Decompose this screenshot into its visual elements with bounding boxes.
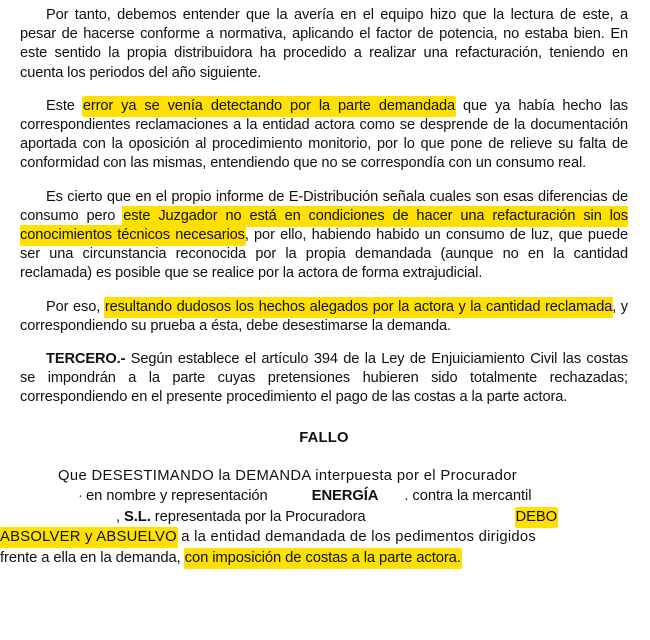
text-run: Es cierto que en el propio informe de E-Distribución señala cuales son esas diferencias de consumo pero	[20, 188, 628, 224]
fallo-line	[20, 466, 628, 487]
text-run: Este	[46, 97, 83, 114]
text-run: , por ello, habiendo habido un consumo de luz, que puede ser una circunstancia reconocida por la propia demandada (aunque no en la cantidad reclamada) es posible que se realice por la actora de forma extrajudicial.	[20, 227, 628, 282]
fallo-body	[0, 466, 628, 569]
text-run: en nombre y representación	[82, 488, 268, 505]
fallo-heading: FALLO	[299, 429, 349, 446]
paragraph	[20, 188, 628, 284]
text-run: ,	[116, 508, 125, 525]
highlighted-text: resultando dudosos los hechos alegados por la actora y la cantidad reclamada	[104, 298, 613, 315]
paragraph-container	[20, 6, 628, 408]
fallo-line	[20, 507, 628, 528]
highlighted-text: este Juzgador no está en condiciones de hacer una refacturación sin los conocimientos técnicos necesarios	[20, 207, 628, 244]
bold-text: S.L.	[124, 508, 151, 525]
bold-text: TERCERO.-	[46, 351, 126, 368]
text-run: , y correspondiendo su prueba a ésta, debe desestimarse la demanda.	[20, 298, 628, 334]
text-run: frente a ella en la demanda,	[0, 549, 185, 566]
bold-text: ENERGÍA	[311, 488, 379, 505]
highlighted-text: con imposición de costas a la parte actora.	[184, 549, 461, 566]
highlighted-text: error ya se venía detectando por la parte demandada	[82, 97, 456, 114]
fallo-line	[0, 527, 628, 548]
fallo-line	[20, 486, 628, 507]
paragraph	[20, 350, 628, 408]
paragraph	[20, 6, 628, 83]
redaction-artifact: ·	[78, 488, 83, 505]
highlighted-text: ABSOLVER y ABSUELVO	[0, 529, 177, 546]
fallo-line	[0, 548, 628, 569]
text-run: Según establece el artículo 394 de la Ley de Enjuiciamiento Civil las costas se impondrán a la parte cuyas pretensiones hubieren sido totalmente rechazadas; correspondiendo en el presente procedimiento el pago de las costas a la parte actora.	[20, 351, 628, 406]
text-run: Por eso,	[46, 298, 105, 315]
text-run: representada por la Procuradora	[150, 508, 366, 525]
text-run: Por tanto, debemos entender que la avería en el equipo hizo que la lectura de este, a pesar de hacerse conforme a normativa, aplicando el factor de potencia, no estaba bien. En este sentido la propia distribuidora ha procedido a realizar una refacturación, teniendo en cuenta los periodos del año siguiente.	[20, 7, 628, 81]
text-run: a la entidad demandada de los pedimentos dirigidos	[176, 529, 536, 546]
highlighted-text: DEBO	[515, 508, 558, 525]
paragraph	[20, 298, 628, 336]
text-run: que ya había hecho las correspondientes reclamaciones a la entidad actora como se desprende de la documentación aportada con la oposición al procedimiento monitorio, por lo que pone de relieve su falta de conformidad con las mismas, entendiendo que no se correspondía con un consumo real.	[20, 97, 628, 172]
text-run: . contra la mercantil	[404, 488, 532, 505]
paragraph	[20, 97, 628, 174]
text-run: Que DESESTIMANDO la DEMANDA interpuesta por el Procurador	[58, 467, 518, 484]
